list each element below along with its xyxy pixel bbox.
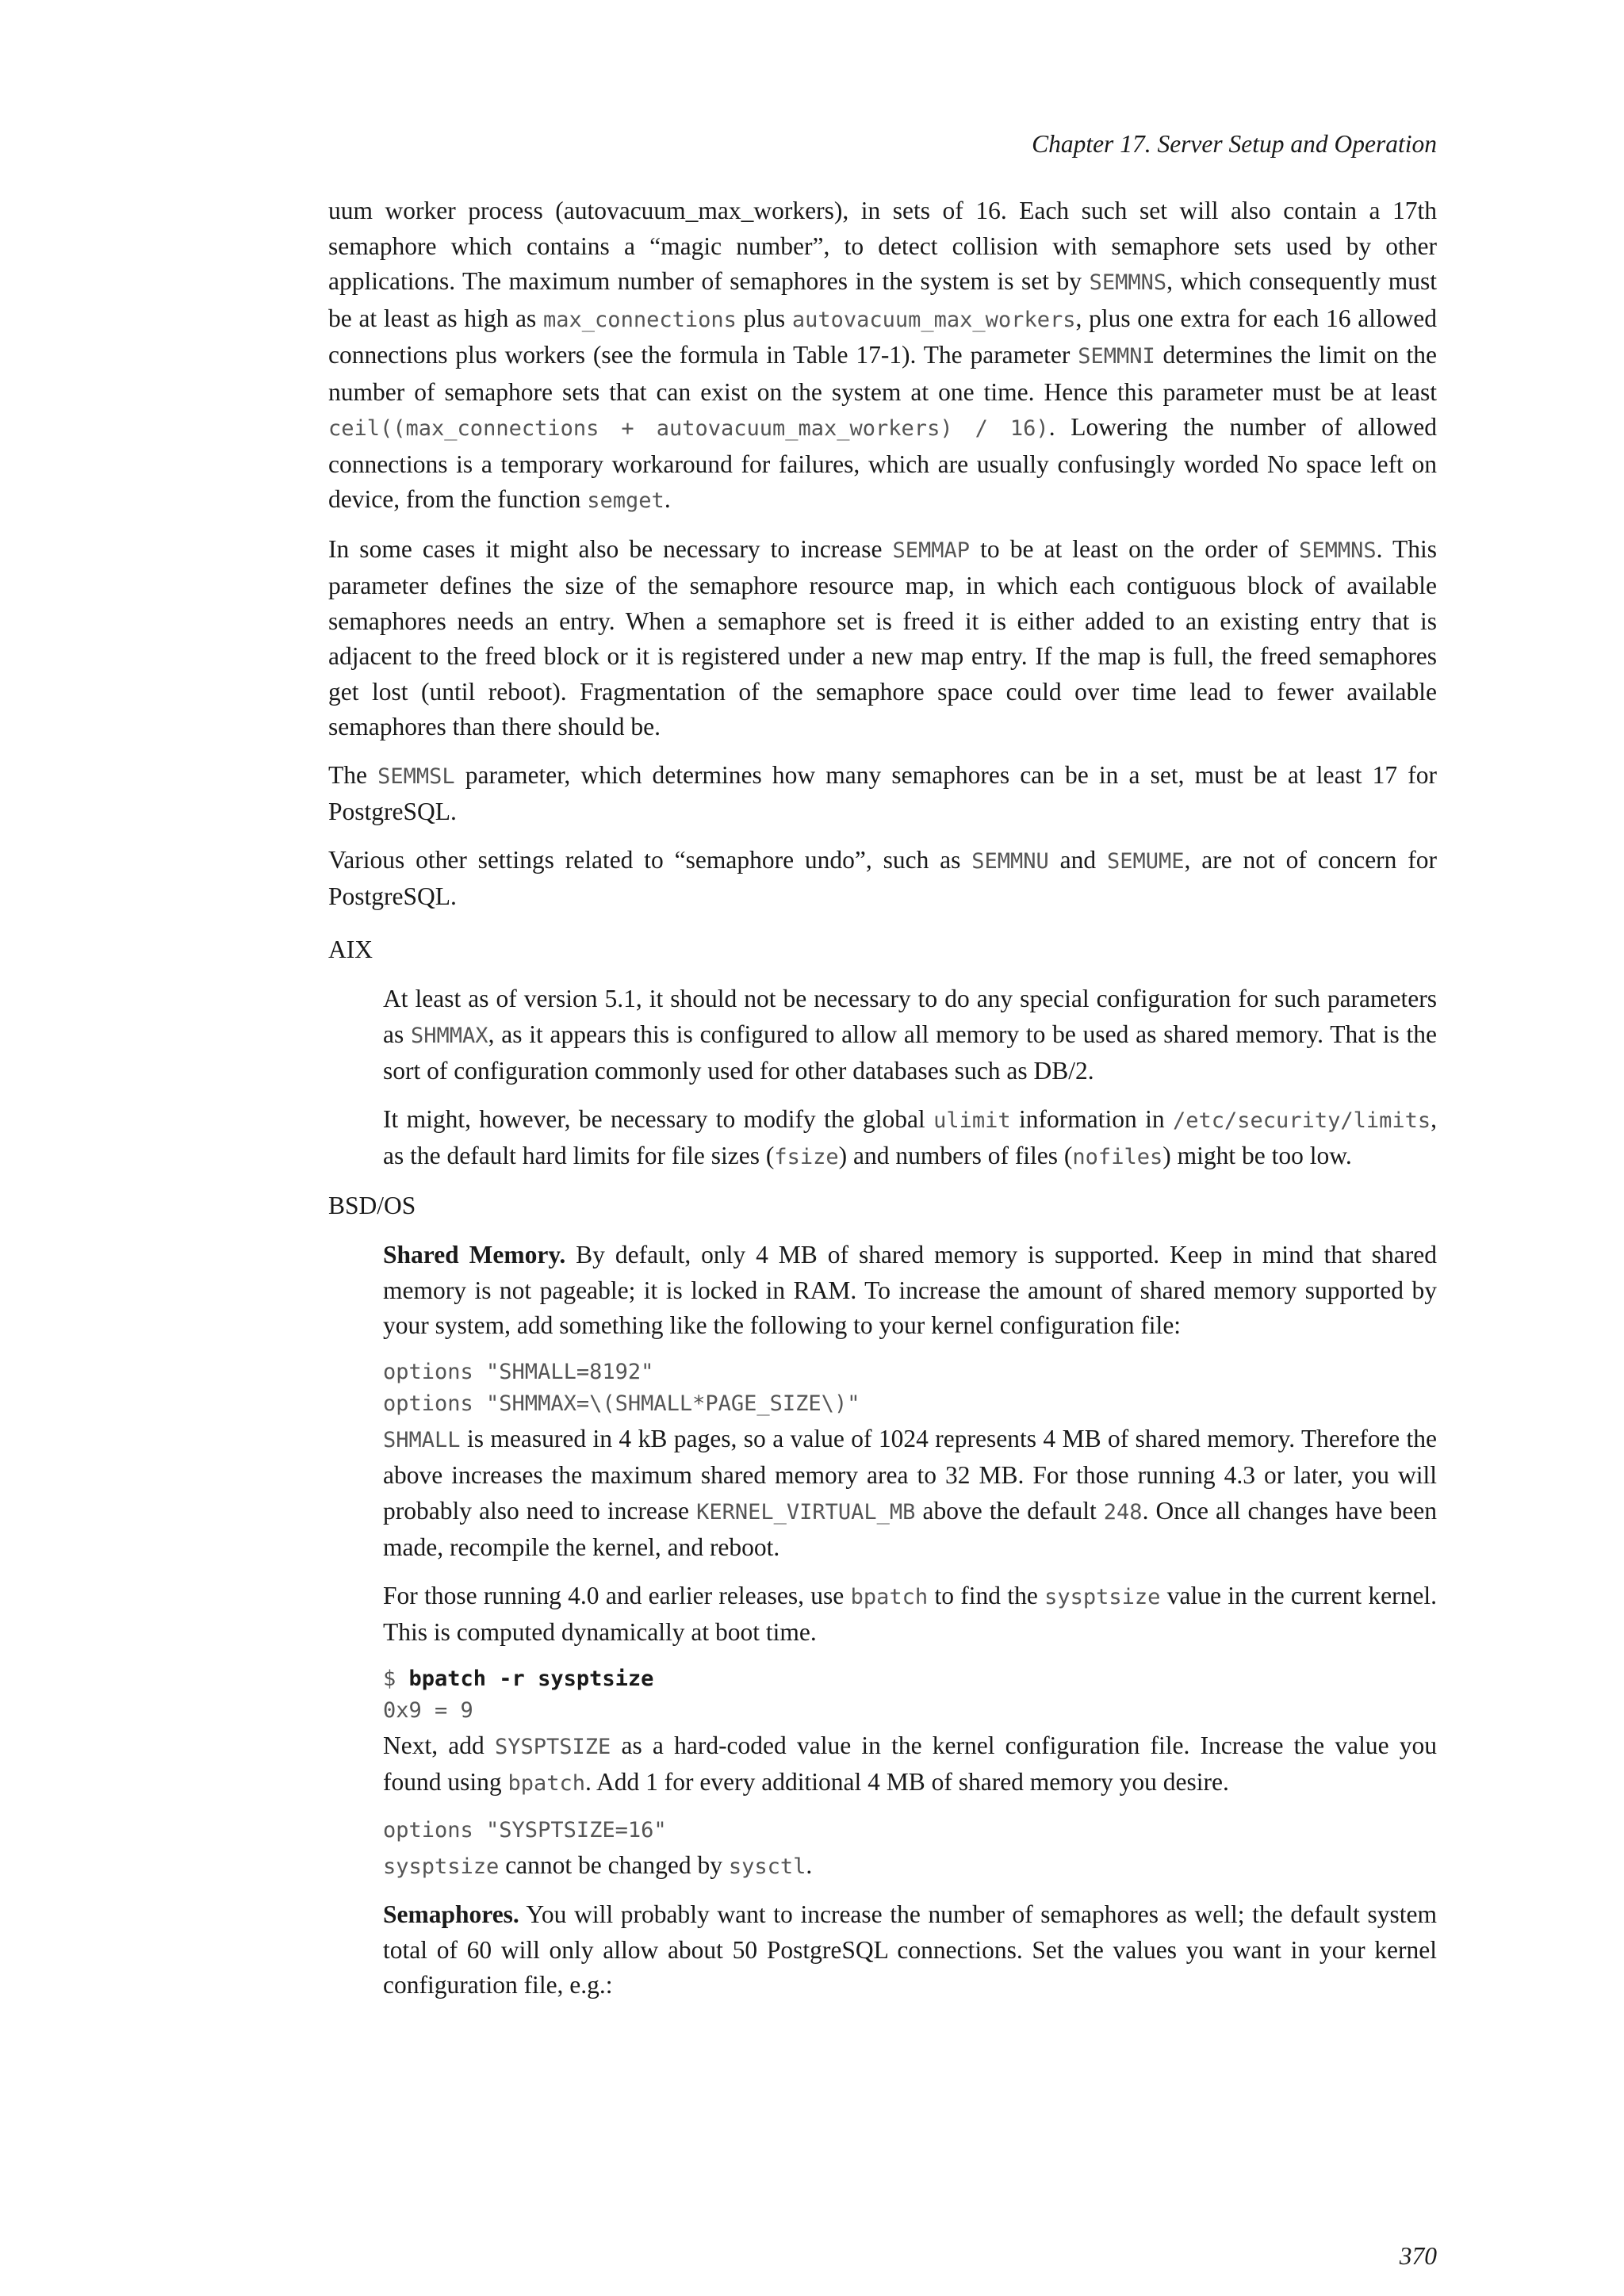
code-248: 248	[1103, 1499, 1143, 1525]
bsdos-description	[383, 1238, 1437, 2003]
aix-paragraph-shmmax: At least as of version 5.1, it should not be necessary to do any special configuration for such parameters as SHMMAX, as it appears this is configured to allow all memory to be used as shared memory. That is the sort of configuration commonly used for other databases such as DB/2.	[383, 985, 1437, 1085]
code-line: options "SHMALL=8192"	[383, 1359, 654, 1384]
code-semmnu: SEMMNU	[971, 848, 1049, 874]
code-line	[383, 1663, 1437, 1695]
paragraph-semaphore-sets: uum worker process (autovacuum_max_workers), in sets of 16. Each such set will also contain a 17th semaphore which contains a “magic number”, to detect collision with semaphore sets used by other applications. The maximum number of semaphores in the system is set by SEMMNS, which consequently must be at least as high as max_connections plus autovacuum_max_workers, plus one extra for each 16 allowed connections plus workers (see the formula in Table 17-1). The parameter SEMMNI determines the limit on the number of semaphore sets that can exist on the system at one time. Hence this parameter must be at least ceil((max_connections + autovacuum_max_workers) / 16). Lowering the number of allowed connections is a temporary workaround for failures, which are usually confusingly worded No space left on device, from the function semget.	[328, 197, 1438, 513]
paragraph-semaphore-undo: Various other settings related to “semaphore undo”, such as SEMMNU and SEMUME, are not of concern for PostgreSQL.	[328, 845, 1437, 910]
running-header: Chapter 17. Server Setup and Operation	[1032, 130, 1437, 158]
code-line: options "SYSPTSIZE=16"	[383, 1817, 667, 1843]
aix-description	[383, 982, 1437, 1176]
code-shmmax: SHMMAX	[411, 1023, 488, 1048]
shell-command: bpatch -r sysptsize	[408, 1666, 654, 1691]
code-limits-path: /etc/security/limits	[1173, 1108, 1431, 1133]
code-semmni: SEMMNI	[1078, 344, 1155, 369]
aix-paragraph-ulimit: It might, however, be necessary to modify the global ulimit information in /etc/security/limits, as the default hard limits for file sizes (fsize) and numbers of files (nofiles) might be too low.	[383, 1104, 1437, 1169]
term-bsdos: BSD/OS	[328, 1191, 416, 1219]
code-shmall: SHMALL	[383, 1427, 461, 1452]
bsdos-paragraph-sysctl: sysptsize cannot be changed by sysctl.	[383, 1850, 813, 1879]
code-semmns: SEMMNS	[1089, 270, 1167, 295]
shell-prompt: $	[383, 1666, 409, 1691]
code-autovacuum-max-workers: autovacuum_max_workers	[791, 307, 1076, 332]
code-output: 0x9 = 9	[383, 1697, 473, 1723]
code-ulimit: ulimit	[933, 1108, 1011, 1133]
bsdos-paragraph-shmall: SHMALL is measured in 4 kB pages, so a value of 1024 represents 4 MB of shared memory. Therefore the above increases the maximum shared memory area to 32 MB. For those running 4.3 or later, you will probably also need to increase KERNEL_VIRTUAL_MB above the default 248. Once all changes have been made, recompile the kernel, and reboot.	[383, 1424, 1437, 1561]
code-sysptsize: sysptsize	[1044, 1584, 1161, 1609]
paragraph-semmap: In some cases it might also be necessary to increase SEMMAP to be at least on the order of SEMMNS. This parameter defines the size of the semaphore resource map, in which each contiguous block of available semaphores needs an entry. When a semaphore set is freed it is either added to an existing entry that is adjacent to the freed block or it is registered under a new map entry. If the map is full, the freed semaphores get lost (until reboot). Fragmentation of the semaphore space could over time lead to fewer available semaphores than there should be.	[328, 534, 1438, 740]
paragraph-semmsl: The SEMMSL parameter, which determines how many semaphores can be in a set, must be at least 17 for PostgreSQL.	[328, 760, 1437, 825]
code-semume: SEMUME	[1106, 848, 1185, 874]
code-line: options "SHMMAX=\(SHMALL*PAGE_SIZE\)"	[383, 1391, 860, 1416]
code-block-bpatch	[383, 1663, 1437, 1727]
code-sysptsize-upper: SYSPTSIZE	[494, 1734, 611, 1759]
code-nofiles: nofiles	[1072, 1145, 1163, 1169]
code-bpatch: bpatch	[850, 1584, 929, 1609]
code-sysptsize: sysptsize	[383, 1854, 500, 1879]
code-block-shmall	[383, 1357, 1437, 1420]
code-fsize: fsize	[774, 1145, 839, 1169]
code-max-connections: max_connections	[543, 307, 737, 332]
code-semget: semget	[587, 488, 665, 513]
bsdos-paragraph-bpatch: For those running 4.0 and earlier releases, use bpatch to find the sysptsize value in the current kernel. This is computed dynamically at boot time.	[383, 1581, 1437, 1646]
code-semmns: SEMMNS	[1299, 538, 1377, 563]
term-aix: AIX	[328, 935, 373, 963]
code-bpatch: bpatch	[508, 1771, 586, 1796]
bsdos-paragraph-shared-memory: Shared Memory. By default, only 4 MB of shared memory is supported. Keep in mind that shared memory is not pageable; it is locked in RAM. To increase the amount of shared memory supported by your system, add something like the following to your kernel configuration file:	[383, 1241, 1437, 1339]
bsdos-paragraph-semaphores: Semaphores. You will probably want to increase the number of semaphores as well; the default system total of 60 will only allow about 50 PostgreSQL connections. Set the values you want in your kernel configuration file, e.g.:	[383, 1900, 1437, 1999]
code-ceil-formula: ceil((max_connections + autovacuum_max_workers) / 16)	[328, 416, 1049, 441]
code-semmap: SEMMAP	[892, 538, 971, 563]
bsdos-paragraph-syspt: Next, add SYSPTSIZE as a hard-coded value in the kernel configuration file. Increase the value you found using bpatch. Add 1 for every additional 4 MB of shared memory you desire.	[383, 1731, 1438, 1796]
lead-shared-memory: Shared Memory.	[383, 1241, 566, 1269]
code-kernel-virtual-mb: KERNEL_VIRTUAL_MB	[696, 1499, 916, 1525]
lead-semaphores: Semaphores.	[383, 1900, 519, 1928]
main-content	[328, 193, 1437, 2016]
code-semmsl: SEMMSL	[377, 763, 455, 789]
code-block-sysptsize	[383, 1815, 1437, 1846]
code-sysctl: sysctl	[728, 1854, 806, 1879]
page-number: 370	[1399, 2242, 1437, 2270]
